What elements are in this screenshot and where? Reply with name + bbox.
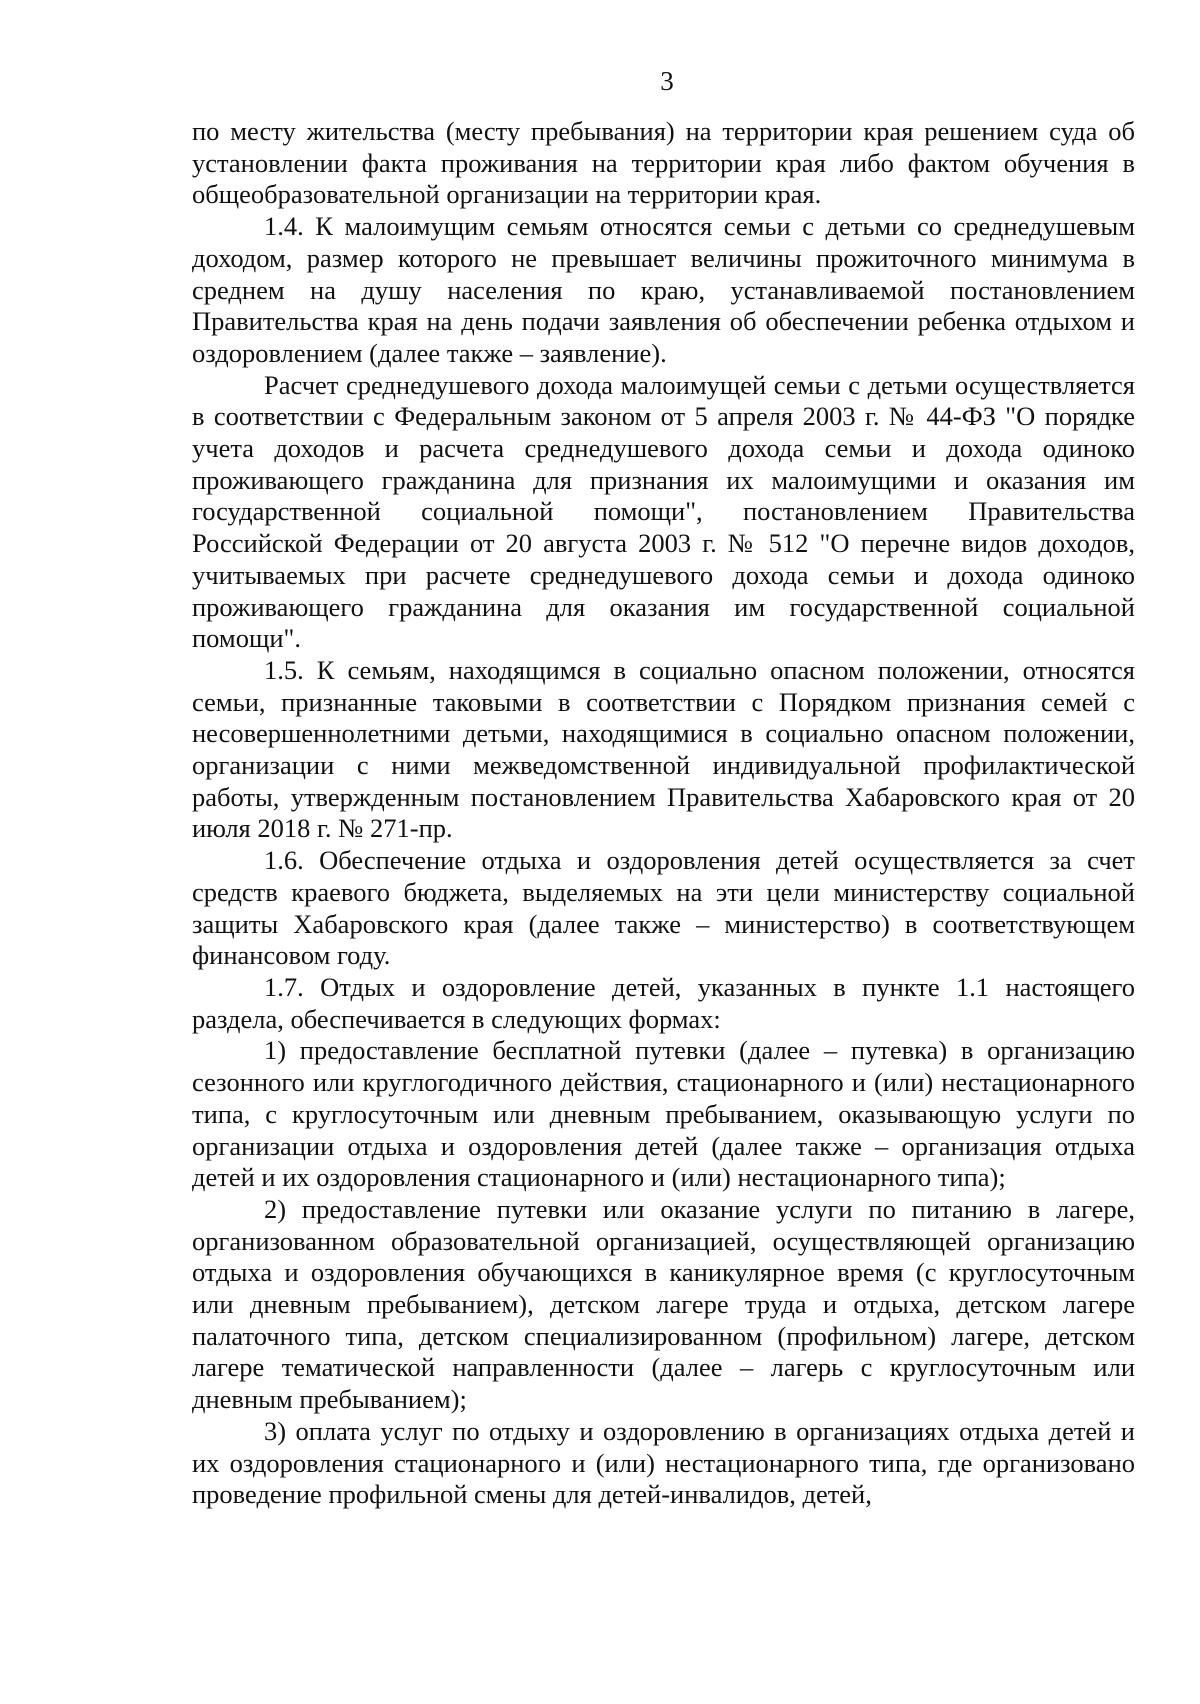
list-item-1: 1) предоставление бесплатной путевки (далее – путевка) в организацию сезонного или круглогодичного действия, стационарного и (или) нестационарного типа, с круглосуточным или дневным пребыванием, оказывающую услуги по организации отдыха и оздоровления детей (далее также – организация отдыха детей и их оздоровления стационарного и (или) нестационарного типа);: [192, 1035, 1135, 1193]
paragraph-continuation: по месту жительства (месту пребывания) на территории края решением суда об установлении факта проживания на территории края либо фактом обучения в общеобразовательной организации на территории края.: [192, 116, 1135, 210]
paragraph-1-6: 1.6. Обеспечение отдыха и оздоровления детей осуществляется за счет средств краевого бюджета, выделяемых на эти цели министерству социальной защиты Хабаровского края (далее также – министерство) в соответствующем финансовом году.: [192, 845, 1135, 971]
paragraph-income-calculation: Расчет среднедушевого дохода малоимущей семьи с детьми осуществляется в соответствии с Федеральным законом от 5 апреля 2003 г. № 44-ФЗ "О порядке учета доходов и расчета среднедушевого дохода семьи и дохода одиноко проживающего гражданина для признания их малоимущими и оказания им государственной социальной помощи", постановлением Правительства Российской Федерации от 20 августа 2003 г. № 512 "О перечне видов доходов, учитываемых при расчете среднедушевого дохода семьи и дохода одиноко проживающего гражданина для оказания им государственной социальной помощи".: [192, 369, 1135, 654]
paragraph-1-5: 1.5. К семьям, находящимся в социально опасном положении, относятся семьи, признанные таковыми в соответствии с Порядком признания семей с несовершеннолетними детьми, находящимися в социально опасном положении, организации с ними межведомственной индивидуальной профилактической работы, утвержденным постановлением Правительства Хабаровского края от 20 июля 2018 г. № 271-пр.: [192, 654, 1135, 844]
paragraph-1-7: 1.7. Отдых и оздоровление детей, указанных в пункте 1.1 настоящего раздела, обеспечивается в следующих формах:: [192, 971, 1135, 1034]
page-number: 3: [660, 66, 674, 96]
list-item-3: 3) оплата услуг по отдыху и оздоровлению в организациях отдыха детей и их оздоровления стационарного и (или) нестационарного типа, где организовано проведение профильной смены для детей-инвалидов, детей,: [192, 1415, 1135, 1510]
document-body: [192, 116, 1135, 1511]
paragraph-1-4: 1.4. К малоимущим семьям относятся семьи с детьми со среднедушевым доходом, размер которого не превышает величины прожиточного минимума в среднем на душу населения по краю, устанавливаемой постановлением Правительства края на день подачи заявления об обеспечении ребенка отдыхом и оздоровлением (далее также – заявление).: [192, 211, 1135, 368]
list-item-2: 2) предоставление путевки или оказание услуги по питанию в лагере, организованном образовательной организацией, осуществляющей организацию отдыха и оздоровления обучающихся в каникулярное время (с круглосуточным или дневным пребыванием), детском лагере труда и отдыха, детском лагере палаточного типа, детском специализированном (профильном) лагере, детском лагере тематической направленности (далее – лагерь с круглосуточным или дневным пребыванием);: [192, 1193, 1135, 1415]
